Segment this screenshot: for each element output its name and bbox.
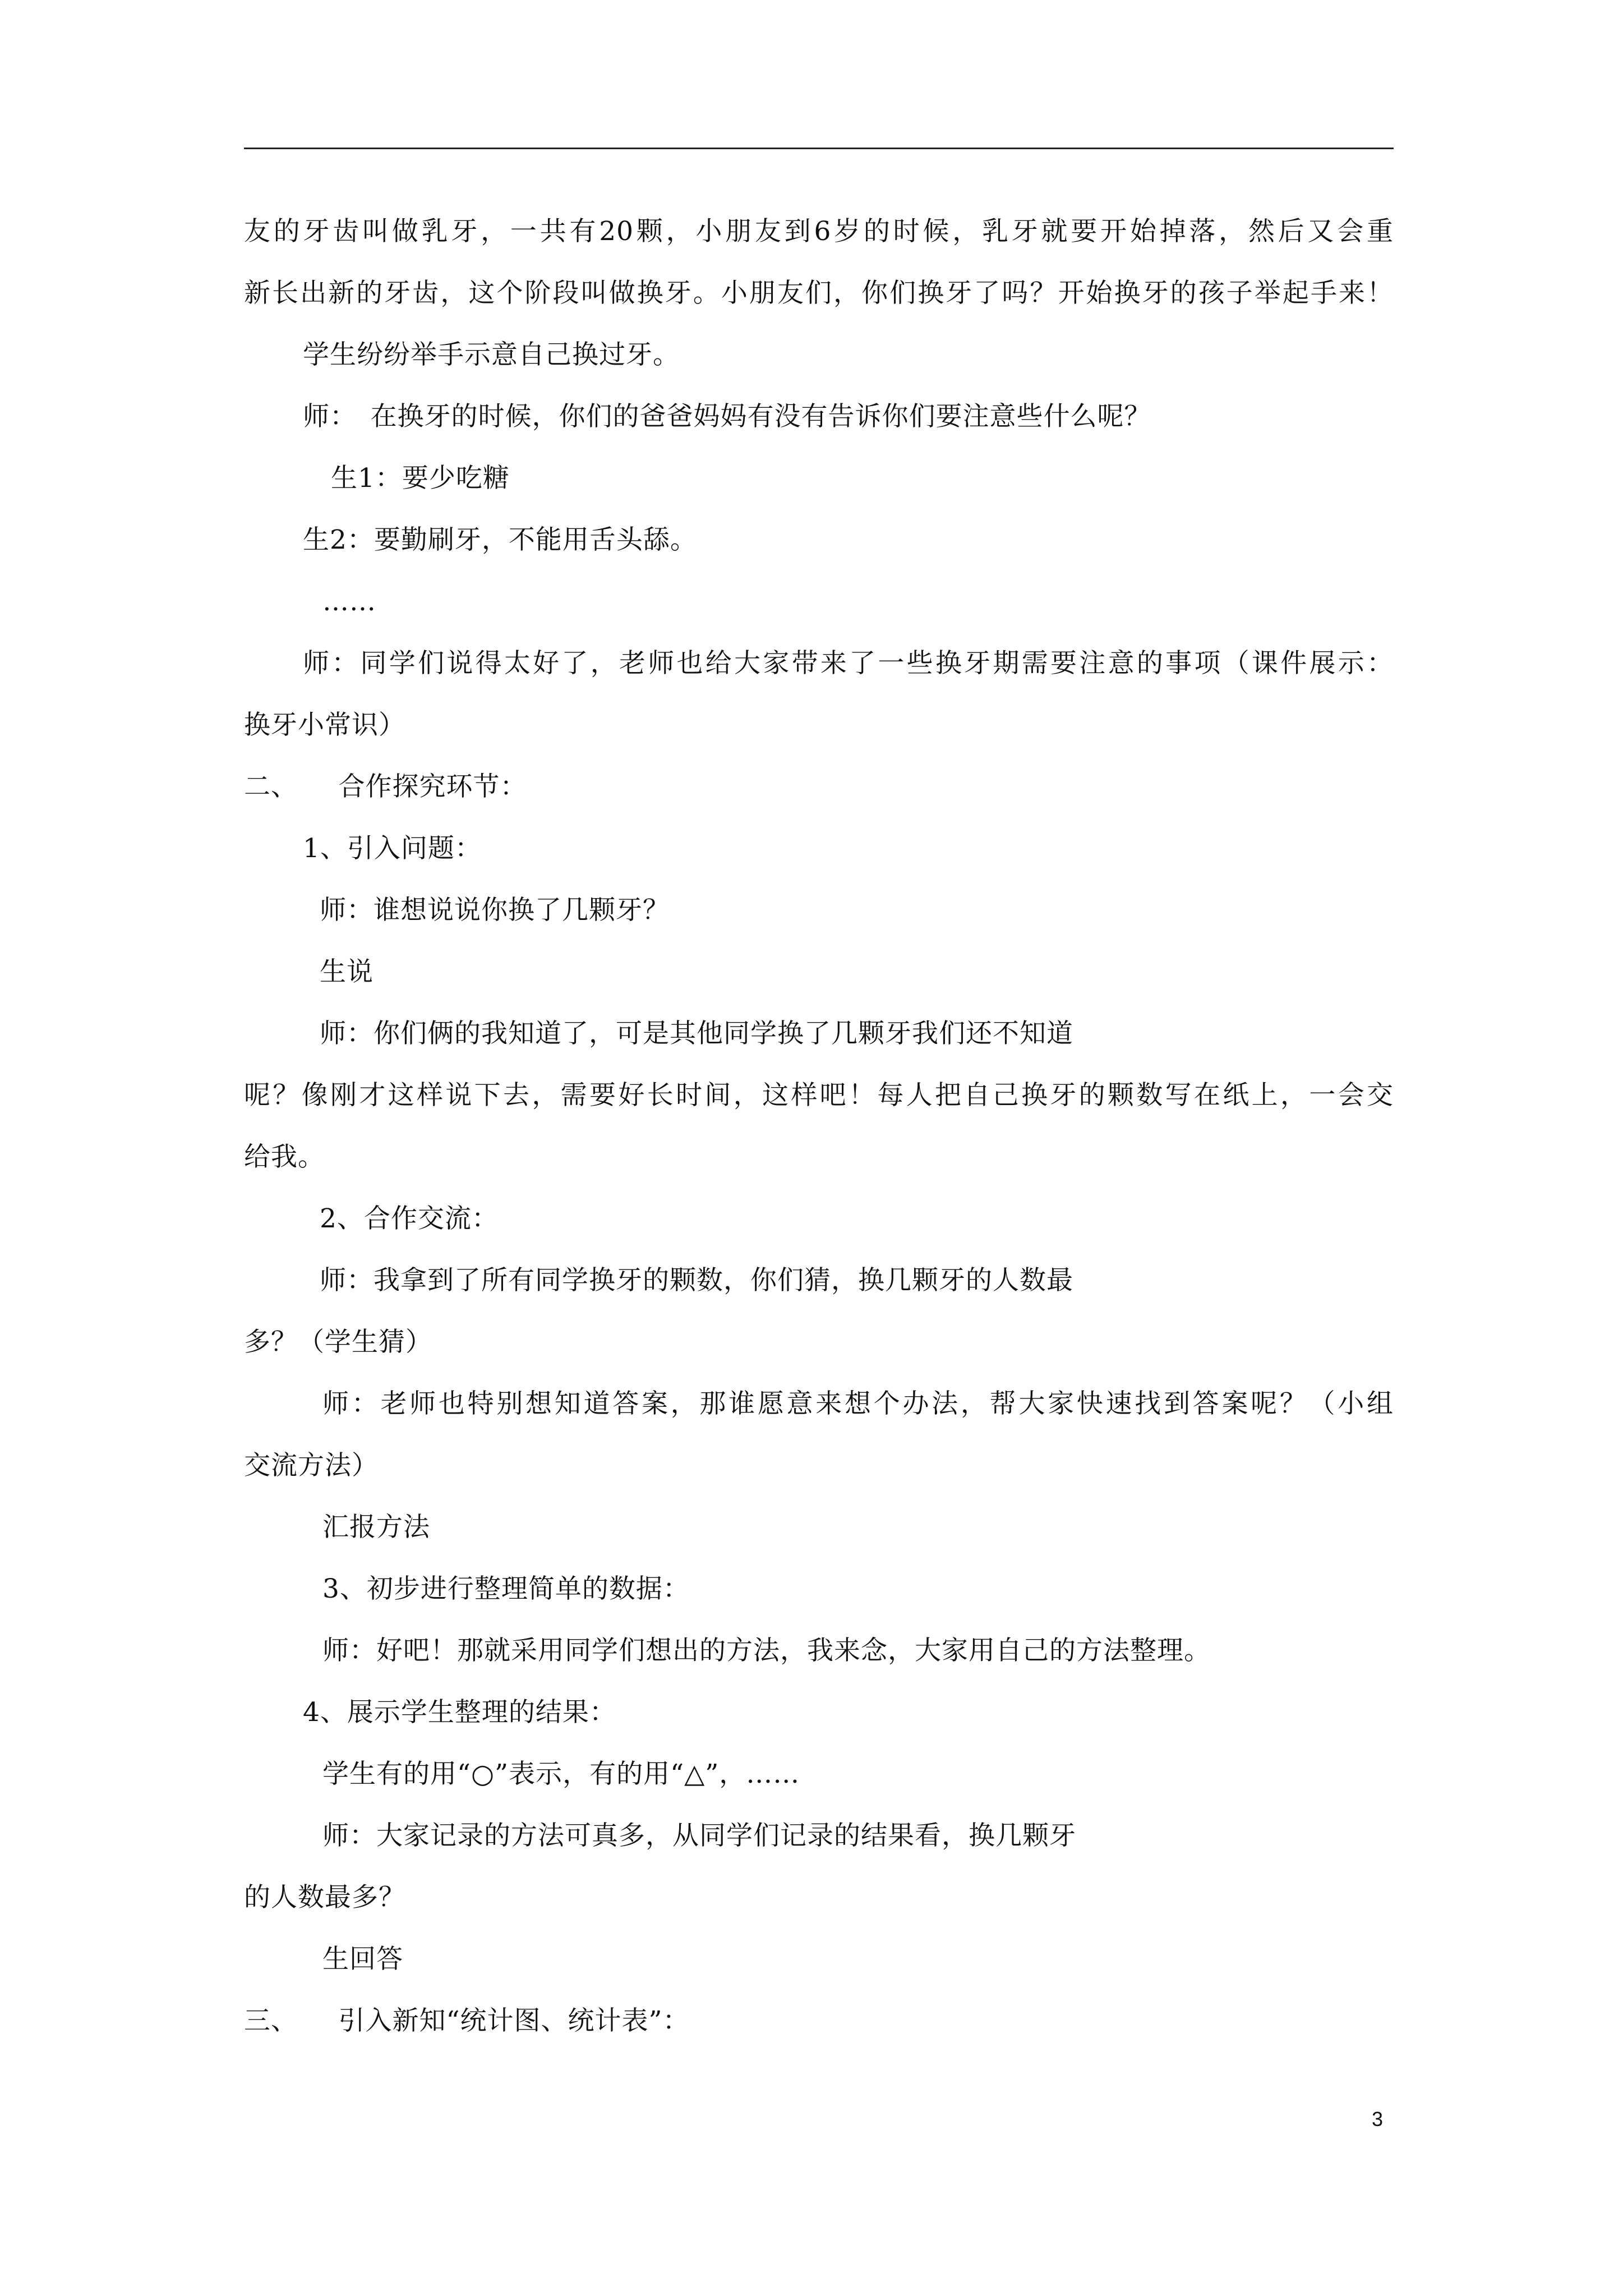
subsection-heading: 3、初步进行整理简单的数据：: [322, 1573, 690, 1604]
text-line: 友的牙齿叫做乳牙，一共有20颗，小朋友到6岁的时候，乳牙就要开始掉落，然后又会重: [244, 216, 1394, 247]
text-line: 师： 在换牙的时候，你们的爸爸妈妈有没有告诉你们要注意些什么呢？: [303, 401, 1151, 432]
text-line: 生回答: [322, 1944, 403, 1975]
text-line: 换牙小常识）: [244, 710, 405, 740]
text-line: 的人数最多？: [244, 1882, 405, 1913]
section-heading: 二、 合作探究环节：: [244, 771, 527, 802]
text-line: 汇报方法: [322, 1512, 430, 1543]
subsection-heading: 1、引入问题：: [303, 833, 482, 864]
text-line: 新长出新的牙齿，这个阶段叫做换牙。小朋友们，你们换牙了吗？开始换牙的孩子举起手来！: [244, 278, 1394, 309]
subsection-heading: 4、展示学生整理的结果：: [303, 1697, 616, 1728]
text-line: 师：同学们说得太好了，老师也给大家带来了一些换牙期需要注意的事项（课件展示：: [303, 648, 1394, 679]
text-line: 生说: [320, 956, 374, 987]
text-line: 多？（学生猜）: [244, 1327, 432, 1358]
header-rule: [244, 148, 1394, 149]
text-line: 师：大家记录的方法可真多，从同学们记录的结果看，换几颗牙: [322, 1820, 1076, 1851]
text-line: 交流方法）: [244, 1450, 379, 1481]
text-line: 师：好吧！那就采用同学们想出的方法，我来念，大家用自己的方法整理。: [322, 1635, 1211, 1666]
text-line: 学生有的用“○”表示，有的用“△”，……: [322, 1759, 800, 1789]
text-line: 生2：要勤刷牙，不能用舌头舔。: [303, 524, 697, 555]
text-line: 给我。: [244, 1142, 325, 1172]
section-heading: 三、 引入新知“统计图、统计表”：: [244, 2005, 690, 2036]
text-line: 师：老师也特别想知道答案，那谁愿意来想个办法，帮大家快速找到答案呢？（小组: [322, 1388, 1394, 1419]
page-number: 3: [1372, 2108, 1384, 2131]
text-line: 生1：要少吃糖: [331, 463, 510, 494]
text-line: 师：我拿到了所有同学换牙的颗数，你们猜，换几颗牙的人数最: [320, 1265, 1073, 1296]
text-line: 师：谁想说说你换了几颗牙？: [320, 895, 670, 926]
text-line: 师：你们俩的我知道了，可是其他同学换了几颗牙我们还不知道: [320, 1018, 1073, 1049]
subsection-heading: 2、合作交流：: [320, 1203, 499, 1234]
text-line: 呢？像刚才这样说下去，需要好长时间，这样吧！每人把自己换牙的颗数写在纸上，一会交: [244, 1080, 1394, 1111]
text-line: 学生纷纷举手示意自己换过牙。: [303, 339, 680, 370]
text-line: ……: [322, 586, 376, 617]
